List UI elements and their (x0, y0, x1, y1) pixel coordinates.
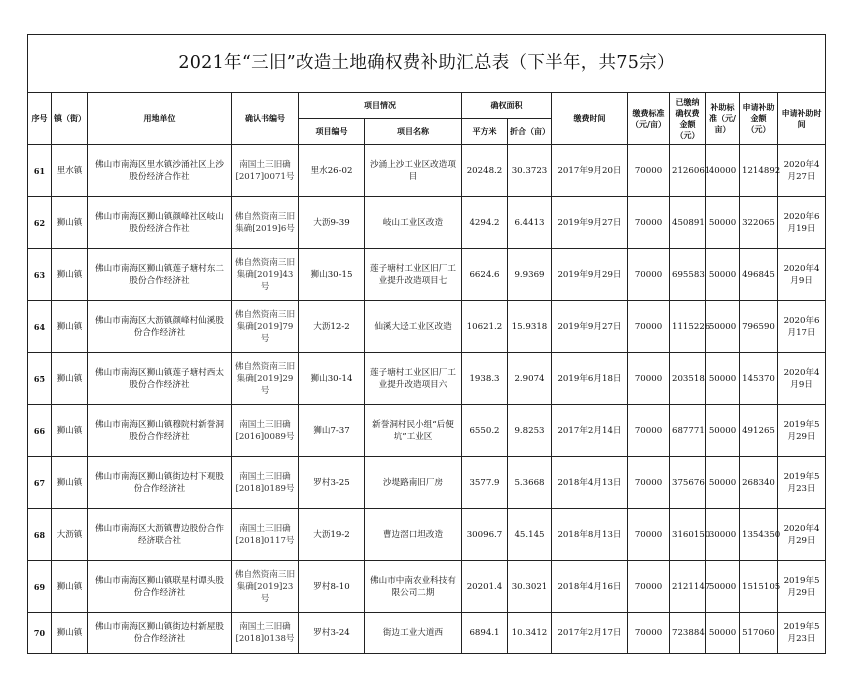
header-land-unit: 用地单位 (88, 93, 232, 145)
header-project-name: 项目名称 (365, 119, 462, 145)
row-project-code: 大沥19-2 (299, 509, 365, 561)
row-land-unit: 佛山市南海区大沥镇颜峰村仙溪股份合作经济社 (88, 301, 232, 353)
row-project-name: 佛山市中南农业科技有限公司二期 (365, 561, 462, 613)
row-area-sqm: 3577.9 (462, 457, 508, 509)
header-project-code: 项目编号 (299, 119, 365, 145)
row-project-name: 沙涌上沙工业区改造项目 (365, 145, 462, 197)
row-apply-time: 2020年6月17日 (778, 301, 826, 353)
row-subsidy-standard: 50000 (706, 249, 740, 301)
row-pay-standard: 70000 (628, 145, 670, 197)
row-apply-time: 2019年5月23日 (778, 457, 826, 509)
header-seq: 序号 (28, 93, 52, 145)
row-area-sqm: 6894.1 (462, 613, 508, 654)
subsidy-summary-sheet (27, 34, 825, 654)
row-subsidy-amount: 491265 (740, 405, 778, 457)
table-body (28, 145, 826, 654)
row-area-sqm: 4294.2 (462, 197, 508, 249)
row-subsidy-amount: 1515105 (740, 561, 778, 613)
row-paid-amount: 695583 (670, 249, 706, 301)
row-town: 狮山镇 (52, 613, 88, 654)
row-town: 狮山镇 (52, 197, 88, 249)
row-project-name: 莲子塘村工业区旧厂工业提升改造项目六 (365, 353, 462, 405)
row-land-unit: 佛山市南海区狮山镇街边村新屋股份合作经济社 (88, 613, 232, 654)
table-row (28, 509, 826, 561)
row-pay-standard: 70000 (628, 457, 670, 509)
row-subsidy-amount: 496845 (740, 249, 778, 301)
row-area-sqm: 6624.6 (462, 249, 508, 301)
row-subsidy-standard: 50000 (706, 301, 740, 353)
row-pay-time: 2018年4月16日 (552, 561, 628, 613)
row-area-mu: 30.3723 (508, 145, 552, 197)
row-project-code: 罗村3-24 (299, 613, 365, 654)
row-cert-no: 佛自然资南三旧集确[2019]79号 (232, 301, 299, 353)
row-cert-no: 南国土三旧确[2017]0071号 (232, 145, 299, 197)
row-paid-amount: 2121147 (670, 561, 706, 613)
row-pay-standard: 70000 (628, 197, 670, 249)
row-seq: 61 (28, 145, 52, 197)
row-seq: 66 (28, 405, 52, 457)
row-subsidy-standard: 40000 (706, 145, 740, 197)
row-area-mu: 2.9074 (508, 353, 552, 405)
row-town: 狮山镇 (52, 405, 88, 457)
row-subsidy-standard: 50000 (706, 561, 740, 613)
row-land-unit: 佛山市南海区狮山镇街边村下观股份合作经济社 (88, 457, 232, 509)
row-paid-amount: 3160150 (670, 509, 706, 561)
row-subsidy-standard: 50000 (706, 197, 740, 249)
row-apply-time: 2020年4月9日 (778, 353, 826, 405)
row-cert-no: 佛自然资南三旧集确[2019]23号 (232, 561, 299, 613)
row-pay-standard: 70000 (628, 405, 670, 457)
row-pay-standard: 70000 (628, 509, 670, 561)
row-subsidy-amount: 268340 (740, 457, 778, 509)
row-project-code: 里水26-02 (299, 145, 365, 197)
row-project-name: 仙溪大迳工业区改造 (365, 301, 462, 353)
row-area-mu: 9.9369 (508, 249, 552, 301)
row-pay-time: 2019年6月18日 (552, 353, 628, 405)
row-project-name: 街边工业大道西 (365, 613, 462, 654)
row-cert-no: 南国土三旧确[2018]0117号 (232, 509, 299, 561)
row-town: 狮山镇 (52, 561, 88, 613)
row-subsidy-amount: 796590 (740, 301, 778, 353)
row-area-sqm: 20201.4 (462, 561, 508, 613)
table-row (28, 405, 826, 457)
row-town: 大沥镇 (52, 509, 88, 561)
row-town: 里水镇 (52, 145, 88, 197)
row-apply-time: 2019年5月29日 (778, 561, 826, 613)
row-area-sqm: 20248.2 (462, 145, 508, 197)
table-row (28, 613, 826, 654)
row-area-mu: 30.3021 (508, 561, 552, 613)
header-project-info: 项目情况 (299, 93, 462, 119)
row-pay-standard: 70000 (628, 613, 670, 654)
row-land-unit: 佛山市南海区狮山镇颜峰社区岐山股份经济合作社 (88, 197, 232, 249)
row-land-unit: 佛山市南海区狮山镇莲子塘村东二股份合作经济社 (88, 249, 232, 301)
row-subsidy-amount: 1214892 (740, 145, 778, 197)
row-project-code: 大沥12-2 (299, 301, 365, 353)
header-subsidy-standard: 补助标准（元/亩） (706, 93, 740, 145)
row-town: 狮山镇 (52, 301, 88, 353)
row-subsidy-standard: 50000 (706, 613, 740, 654)
row-land-unit: 佛山市南海区狮山镇联星村谭头股份合作经济社 (88, 561, 232, 613)
row-area-mu: 15.9318 (508, 301, 552, 353)
table-row (28, 457, 826, 509)
table-row (28, 353, 826, 405)
row-seq: 65 (28, 353, 52, 405)
row-pay-time: 2018年4月13日 (552, 457, 628, 509)
header-mu: 折合（亩） (508, 119, 552, 145)
row-subsidy-standard: 50000 (706, 405, 740, 457)
table-row (28, 249, 826, 301)
row-project-code: 罗村8-10 (299, 561, 365, 613)
row-pay-standard: 70000 (628, 249, 670, 301)
row-project-code: 狮山7-37 (299, 405, 365, 457)
row-area-mu: 10.3412 (508, 613, 552, 654)
row-land-unit: 佛山市南海区狮山镇莲子塘村西太股份合作经济社 (88, 353, 232, 405)
row-area-mu: 6.4413 (508, 197, 552, 249)
row-apply-time: 2019年5月23日 (778, 613, 826, 654)
row-paid-amount: 2126061 (670, 145, 706, 197)
header-cert-no: 确认书编号 (232, 93, 299, 145)
header-apply-time: 申请补助时间 (778, 93, 826, 145)
header-town: 镇（街） (52, 93, 88, 145)
row-area-mu: 9.8253 (508, 405, 552, 457)
row-project-code: 狮山30-15 (299, 249, 365, 301)
row-area-mu: 5.3668 (508, 457, 552, 509)
row-seq: 64 (28, 301, 52, 353)
row-pay-time: 2017年2月14日 (552, 405, 628, 457)
row-pay-time: 2019年9月27日 (552, 197, 628, 249)
row-cert-no: 南国土三旧确[2018]0138号 (232, 613, 299, 654)
row-town: 狮山镇 (52, 457, 88, 509)
row-subsidy-amount: 517060 (740, 613, 778, 654)
row-project-name: 新誉洞村民小组“后便坑”工业区 (365, 405, 462, 457)
row-subsidy-amount: 145370 (740, 353, 778, 405)
row-seq: 70 (28, 613, 52, 654)
row-area-sqm: 10621.2 (462, 301, 508, 353)
header-confirmed-area: 确权面积 (462, 93, 552, 119)
row-land-unit: 佛山市南海区大沥镇曹边股份合作经济联合社 (88, 509, 232, 561)
row-cert-no: 南国土三旧确[2018]0189号 (232, 457, 299, 509)
row-cert-no: 佛自然资南三旧集确[2019]6号 (232, 197, 299, 249)
row-subsidy-standard: 30000 (706, 509, 740, 561)
row-pay-standard: 70000 (628, 301, 670, 353)
row-area-mu: 45.145 (508, 509, 552, 561)
row-project-name: 曹边滘口坦改造 (365, 509, 462, 561)
row-paid-amount: 1115226 (670, 301, 706, 353)
row-apply-time: 2020年4月9日 (778, 249, 826, 301)
row-pay-standard: 70000 (628, 353, 670, 405)
row-apply-time: 2020年4月29日 (778, 509, 826, 561)
row-area-sqm: 30096.7 (462, 509, 508, 561)
row-land-unit: 佛山市南海区狮山镇穆院村新誉洞股份合作经济社 (88, 405, 232, 457)
row-pay-time: 2019年9月27日 (552, 301, 628, 353)
row-cert-no: 佛自然资南三旧集确[2019]43号 (232, 249, 299, 301)
row-seq: 69 (28, 561, 52, 613)
header-paid-amount: 已缴纳确权费金额（元） (670, 93, 706, 145)
table-title: 2021年“三旧”改造土地确权费补助汇总表（下半年，共75宗） (28, 35, 826, 93)
row-paid-amount: 723884 (670, 613, 706, 654)
row-subsidy-standard: 50000 (706, 353, 740, 405)
row-pay-time: 2018年8月13日 (552, 509, 628, 561)
row-pay-time: 2017年9月20日 (552, 145, 628, 197)
row-project-name: 岐山工业区改造 (365, 197, 462, 249)
row-pay-time: 2017年2月17日 (552, 613, 628, 654)
row-project-code: 大沥9-39 (299, 197, 365, 249)
row-paid-amount: 450891 (670, 197, 706, 249)
header-subsidy-amount: 申请补助金额（元） (740, 93, 778, 145)
row-subsidy-amount: 1354350 (740, 509, 778, 561)
row-project-code: 罗村3-25 (299, 457, 365, 509)
row-seq: 67 (28, 457, 52, 509)
row-apply-time: 2019年5月29日 (778, 405, 826, 457)
row-paid-amount: 687771 (670, 405, 706, 457)
table-row (28, 197, 826, 249)
header-pay-standard: 缴费标准（元/亩） (628, 93, 670, 145)
row-cert-no: 南国土三旧确[2016]0089号 (232, 405, 299, 457)
row-land-unit: 佛山市南海区里水镇沙涌社区上沙股份经济合作社 (88, 145, 232, 197)
row-project-name: 莲子塘村工业区旧厂工业提升改造项目七 (365, 249, 462, 301)
table-row (28, 301, 826, 353)
row-seq: 62 (28, 197, 52, 249)
row-area-sqm: 6550.2 (462, 405, 508, 457)
row-subsidy-standard: 50000 (706, 457, 740, 509)
table-row (28, 145, 826, 197)
row-paid-amount: 375676 (670, 457, 706, 509)
row-cert-no: 佛自然资南三旧集确[2019]29号 (232, 353, 299, 405)
row-apply-time: 2020年4月27日 (778, 145, 826, 197)
subsidy-summary-table (27, 34, 826, 654)
header-sqm: 平方米 (462, 119, 508, 145)
row-project-code: 狮山30-14 (299, 353, 365, 405)
row-paid-amount: 203518 (670, 353, 706, 405)
row-project-name: 沙堤路南旧厂房 (365, 457, 462, 509)
row-subsidy-amount: 322065 (740, 197, 778, 249)
row-town: 狮山镇 (52, 249, 88, 301)
row-seq: 63 (28, 249, 52, 301)
header-pay-time: 缴费时间 (552, 93, 628, 145)
row-area-sqm: 1938.3 (462, 353, 508, 405)
row-pay-time: 2019年9月29日 (552, 249, 628, 301)
row-seq: 68 (28, 509, 52, 561)
row-pay-standard: 70000 (628, 561, 670, 613)
table-row (28, 561, 826, 613)
row-town: 狮山镇 (52, 353, 88, 405)
row-apply-time: 2020年6月19日 (778, 197, 826, 249)
